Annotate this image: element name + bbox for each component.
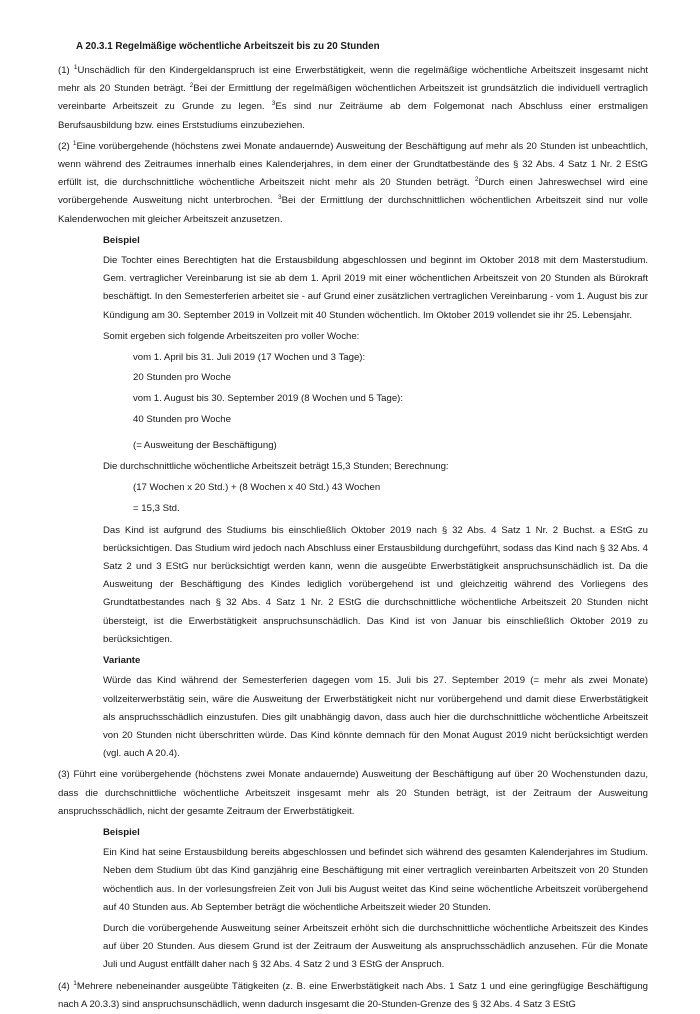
period-note: (= Ausweitung der Beschäftigung)	[133, 439, 277, 451]
example-text: Ein Kind hat seine Erstausbildung bereits abgeschlossen und befindet sich während des gesamten Kalenderjahres im Studium. Neben dem Studium übt das Kind ganzjährig eine Beschäftigung mit einer vertraglich vereinbarten Arbeitszeit von 20 Stunden wöchentlich aus. In der vorlesungsfreien Zeit von Juli bis August weitet das Kind seine wöchentliche Arbeitszeit vorübergehend auf 40 Stunden aus. Ab September beträgt die wöchentliche Arbeitszeit wieder 20 Stunden.	[103, 847, 648, 913]
sentence-number: 3	[271, 100, 276, 108]
example-text: Die Tochter eines Berechtigten hat die Erstausbildung abgeschlossen und beginnt im Oktober 2018 mit dem Masterstudium. Gem. vertraglicher Vereinbarung ist sie ab dem 1. April 2019 mit einer wöchentlichen Arbeitszeit von 20 Stunden als Bürokraft beschäftigt. In den Semesterferien arbeitet sie - auf Grund einer zusätzlichen vertraglichen Vereinbarung - vom 1. August bis zur Kündigung am 30. September 2019 in Vollzeit mit 40 Stunden wöchentlich. Im Oktober 2019 vollendet sie ihr 25. Lebensjahr.	[103, 255, 648, 321]
section-heading: A 20.3.1 Regelmäßige wöchentliche Arbeitszeit bis zu 20 Stunden	[76, 41, 380, 52]
paragraph-1	[58, 62, 648, 135]
paragraph-2	[58, 138, 648, 229]
sentence-number: 1	[73, 64, 78, 71]
sentence-text: Durch einen Jahreswechsel wird eine vorübergehende Ausweitung nicht unterbrochen.	[58, 177, 648, 207]
period-line: 20 Stunden pro Woche	[133, 372, 231, 384]
example-text: Die durchschnittliche wöchentliche Arbeitszeit beträgt 15,3 Stunden; Berechnung:	[103, 461, 449, 473]
sentence-number: 2	[474, 176, 479, 184]
period-line: vom 1. April bis 31. Juli 2019 (17 Wochen und 3 Tage):	[133, 352, 366, 364]
period-line: vom 1. August bis 30. September 2019 (8 Wochen und 5 Tage):	[133, 393, 404, 405]
paragraph-4	[58, 978, 648, 1014]
sentence-text: Mehrere nebeneinander ausgeübte Tätigkeiten (z. B. eine Erwerbstätigkeit nach Abs. 1 Satz 1 und eine geringfügige Beschäftigung nach A 20.3.3) sind anspruchsunschädlich, wenn dadurch insgesamt die 20-Stunden-Grenze des § 32 Abs. 4 Satz 3 EStG	[58, 980, 648, 1010]
sentence-number: 1	[73, 979, 77, 987]
paragraph-number: (4)	[58, 980, 74, 992]
sentence-text: Unschädlich für den Kindergeldanspruch ist eine Erwerbstätigkeit, wenn die regelmäßige wöchentliche Arbeitszeit insgesamt nicht mehr als 20 Stunden beträgt.	[58, 65, 649, 95]
calculation-result: = 15,3 Std.	[133, 503, 180, 515]
example-text: Durch die vorübergehende Ausweitung seiner Arbeitszeit erhöht sich die durchschnittliche wöchentliche Arbeitszeit des Kindes auf über 20 Stunden. Aus diesem Grund ist der Zeitraum der Ausweitung als anspruchsschädlich anzusehen. Für die Monate Juli und August entfällt daher nach § 32 Abs. 4 Satz 2 und 3 EStG der Anspruch.	[103, 922, 648, 971]
sentence-text: Es sind nur Zeiträume ab dem Folgemonat nach Abschluss einer erstmaligen Berufsausbildung bzw. eines Erststudiums einzubeziehen.	[58, 101, 648, 131]
variant-heading: Variante	[103, 655, 141, 667]
example-text: Somit ergeben sich folgende Arbeitszeiten pro voller Woche:	[103, 330, 360, 342]
variant-text: Würde das Kind während der Semesterferien dagegen vom 15. Juli bis 27. September 2019 (= mehr als zwei Monate) vollzeiterwerbstätig sein, wäre die Ausweitung der Erwerbstätigkeit nicht nur vorübergehend und damit diese Erwerbstätigkeit als anspruchsschädlich einzustufen. Dies gilt unabhängig davon, dass auch hier die durchschnittliche wöchentliche Arbeitszeit von 20 Stunden nicht überschritten würde. Das Kind könnte demnach für den Monat August 2019 nicht berücksichtigt werden (vgl. auch A 20.4).	[103, 675, 648, 760]
example-heading: Beispiel	[103, 826, 140, 838]
sentence-number: 2	[189, 82, 194, 90]
paragraph-number: (1)	[58, 65, 74, 76]
paragraph-number: (2)	[58, 140, 73, 152]
sentence-number: 3	[278, 194, 282, 202]
example-heading: Beispiel	[103, 234, 140, 246]
sentence-text: Eine vorübergehende (höchstens zwei Monate andauernde) Ausweitung der Beschäftigung auf mehr als 20 Stunden ist unbeachtlich, wenn während des Zeitraumes innerhalb eines Kalenderjahres, in dem einer der Grundtatbestände des § 32 Abs. 4 Satz 1 Nr. 2 EStG erfüllt ist, die durchschnittliche wöchentliche Arbeitszeit nicht mehr als 20 Stunden beträgt.	[58, 140, 648, 189]
sentence-text: Bei der Ermittlung der regelmäßigen wöchentlichen Arbeitszeit ist grundsätzlich die individuell vertraglich vereinbarte Arbeitszeit zu Grunde zu legen.	[58, 83, 648, 113]
period-line: 40 Stunden pro Woche	[133, 413, 231, 425]
sentence-number: 1	[72, 139, 77, 147]
paragraph-3: (3) Führt eine vorübergehende (höchstens zwei Monate andauernde) Ausweitung der Beschäftigung auf über 20 Wochenstunden dazu, dass die durchschnittliche wöchentliche Arbeitszeit insgesamt mehr als 20 Stunden beträgt, ist der Zeitraum der Ausweitung anspruchsschädlich, nicht der gesamte Zeitraum der Erwerbstätigkeit.	[58, 769, 648, 817]
sentence-text: Bei der Ermittlung der durchschnittlichen wöchentlichen Arbeitszeit sind nur volle Kalenderwochen mit gleicher Arbeitszeit anzusetzen.	[58, 195, 648, 225]
calculation-line: (17 Wochen x 20 Std.) + (8 Wochen x 40 Std.) 43 Wochen	[133, 482, 381, 494]
example-text: Das Kind ist aufgrund des Studiums bis einschließlich Oktober 2019 nach § 32 Abs. 4 Satz 1 Nr. 2 Buchst. a EStG zu berücksichtigen. Das Studium wird jedoch nach Abschluss einer Erstausbildung durchgeführt, sodass das Kind nach § 32 Abs. 4 Satz 2 und 3 EStG nur berücksichtigt werden kann, wenn die ausgeübte Erwerbstätigkeit anspruchsunschädlich ist. Da die Ausweitung der Beschäftigung des Kindes lediglich vorübergehend ist und gleichzeitig während des Vorliegens des Grundtatbestandes nach § 32 Abs. 4 Satz 1 Nr. 2 EStG die durchschnittliche wöchentliche Arbeitszeit 20 Stunden nicht übersteigt, ist die Erwerbstätigkeit anspruchsunschädlich. Das Kind ist von Januar bis einschließlich Oktober 2019 zu berücksichtigen.	[103, 524, 648, 645]
